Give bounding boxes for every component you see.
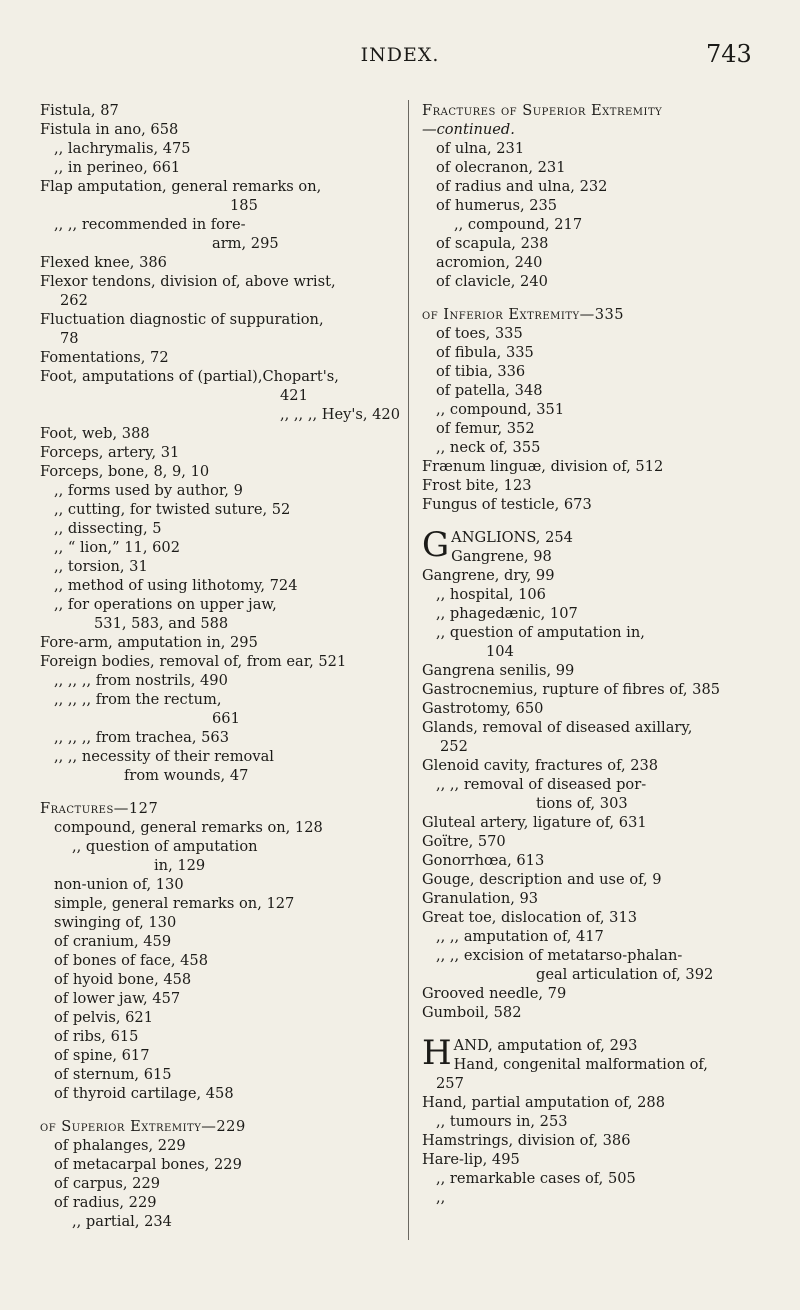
entry-text: ,, partial, 234 [72, 1213, 172, 1230]
entry-text: Gonorrhœa, 613 [422, 852, 545, 869]
entry-text: ,, method of using lithotomy, 724 [54, 577, 298, 594]
entry-text: ,, phagedænic, 107 [436, 605, 578, 622]
page-number: 743 [706, 40, 752, 68]
index-entry [422, 832, 777, 851]
index-entry [422, 362, 777, 381]
index-entry [40, 500, 400, 519]
index-entry [40, 519, 400, 538]
entry-text: of pelvis, 621 [54, 1009, 154, 1026]
index-entry [422, 680, 777, 699]
index-entry [40, 652, 400, 671]
entry-text: Glenoid cavity, fractures of, 238 [422, 757, 659, 774]
column-divider [408, 100, 409, 1240]
index-entry [40, 1065, 400, 1084]
index-entry [422, 718, 777, 756]
entry-continuation: 257 [436, 1075, 464, 1092]
index-entry [422, 547, 777, 566]
index-entry [422, 984, 777, 1003]
entry-text: of ribs, 615 [54, 1028, 139, 1045]
entry-text: Granulation, 93 [422, 890, 539, 907]
index-entry [40, 818, 400, 837]
index-entry [40, 367, 400, 405]
index-entry [40, 837, 400, 875]
entry-text: acromion, 240 [436, 254, 543, 271]
index-entry [40, 875, 400, 894]
index-entry [422, 438, 777, 457]
entry-text: of carpus, 229 [54, 1175, 161, 1192]
index-entry [422, 400, 777, 419]
index-entry [40, 747, 400, 785]
left-column [40, 101, 400, 1231]
entry-continuation: 262 [60, 292, 88, 309]
index-entry [422, 585, 777, 604]
page-title: INDEX. [360, 44, 440, 66]
index-entry [422, 272, 777, 291]
entry-text: ,, [436, 1189, 446, 1206]
entry-text: ,, question of amputation [72, 838, 258, 855]
index-entry [40, 310, 400, 348]
entry-text: ,, ,, ,, from nostrils, 490 [54, 672, 228, 689]
index-entry [40, 1027, 400, 1046]
entry-text: Gangrena senilis, 99 [422, 662, 575, 679]
entry-text: ,, ,, ,, Hey's, 420 [280, 406, 400, 423]
entry-text: Hare-lip, 495 [422, 1151, 520, 1168]
entry-text: of thyroid cartilage, 458 [54, 1085, 234, 1102]
index-entry [422, 604, 777, 623]
entry-text: ,, ,, removal of diseased por- [436, 776, 647, 793]
entry-text: of metacarpal bones, 229 [54, 1156, 242, 1173]
section-gap [40, 1103, 400, 1117]
entry-text: of sternum, 615 [54, 1066, 172, 1083]
entry-continuation: tions of, 303 [536, 795, 628, 812]
entry-text: ,, remarkable cases of, 505 [436, 1170, 636, 1187]
index-entry [422, 623, 777, 661]
index-entry [40, 1117, 400, 1136]
entry-text: Fungus of testicle, 673 [422, 496, 592, 513]
index-entry [422, 139, 777, 158]
entry-continuation: 421 [280, 387, 308, 404]
index-entry [40, 1193, 400, 1212]
entry-text: of scapula, 238 [436, 235, 549, 252]
entry-text: Flap amputation, general remarks on, [40, 178, 322, 195]
entry-text: Foot, web, 388 [40, 425, 150, 442]
index-entry [40, 970, 400, 989]
index-entry [422, 101, 777, 120]
entry-text: ,, compound, 351 [436, 401, 565, 418]
entry-text: simple, general remarks on, 127 [54, 895, 295, 912]
entry-text: of fibula, 335 [436, 344, 534, 361]
section-gap [422, 514, 777, 528]
index-entry [40, 1155, 400, 1174]
entry-text: ,, question of amputation in, [436, 624, 645, 641]
entry-continuation: 252 [440, 738, 468, 755]
entry-text: of bones of face, 458 [54, 952, 208, 969]
index-entry [422, 566, 777, 585]
entry-text: ,, lachrymalis, 475 [54, 140, 191, 157]
index-entry [40, 989, 400, 1008]
index-entry [40, 120, 400, 139]
section-gap [422, 1022, 777, 1036]
entry-text: Foot, amputations of (partial),Chopart's, [40, 368, 339, 385]
entry-text: ,, ,, necessity of their removal [54, 748, 274, 765]
entry-text: Hand, congenital malformation of, [453, 1056, 708, 1073]
entry-text: ANGLIONS, 254 [451, 529, 573, 546]
index-entry [40, 894, 400, 913]
index-entry [422, 234, 777, 253]
index-entry [422, 756, 777, 775]
entry-text: ,, cutting, for twisted suture, 52 [54, 501, 291, 518]
index-entry [422, 177, 777, 196]
entry-text: Gangrene, dry, 99 [422, 567, 555, 584]
index-entry [422, 343, 777, 362]
index-entry [40, 158, 400, 177]
index-entry [422, 927, 777, 946]
drop-capital: G [422, 525, 450, 565]
index-entry [422, 1150, 777, 1169]
entry-text: Hand, partial amputation of, 288 [422, 1094, 666, 1111]
entry-text: Forceps, artery, 31 [40, 444, 180, 461]
index-entry [422, 889, 777, 908]
index-entry [40, 538, 400, 557]
index-entry [422, 1055, 777, 1093]
entry-text: ,, compound, 217 [454, 216, 583, 233]
entry-text: ,, ,, ,, from trachea, 563 [54, 729, 229, 746]
entry-text: ,, dissecting, 5 [54, 520, 162, 537]
entry-text: Frænum linguæ, division of, 512 [422, 458, 664, 475]
index-entry [40, 1008, 400, 1027]
entry-text: of lower jaw, 457 [54, 990, 181, 1007]
index-entry [422, 196, 777, 215]
index-entry [422, 419, 777, 438]
index-entry [422, 158, 777, 177]
entry-text: of Inferior Extremity—335 [422, 306, 625, 323]
index-entry [40, 1212, 400, 1231]
entry-text: Gluteal artery, ligature of, 631 [422, 814, 647, 831]
section-gap [422, 291, 777, 305]
section-gap [40, 785, 400, 799]
entry-text: —continued. [422, 121, 515, 138]
entry-text: Fistula in ano, 658 [40, 121, 179, 138]
entry-text: of cranium, 459 [54, 933, 172, 950]
index-entry [422, 661, 777, 680]
index-entry [40, 799, 400, 818]
entry-text: ,, hospital, 106 [436, 586, 546, 603]
index-entry [40, 348, 400, 367]
index-entry [40, 1084, 400, 1103]
entry-text: Frost bite, 123 [422, 477, 532, 494]
index-entry [40, 215, 400, 253]
entry-continuation: geal articulation of, 392 [536, 966, 714, 983]
entry-text: of toes, 335 [436, 325, 523, 342]
index-entry [40, 690, 400, 728]
entry-continuation: 531, 583, and 588 [94, 615, 229, 632]
entry-text: Glands, removal of diseased axillary, [422, 719, 693, 736]
index-entry [422, 457, 777, 476]
index-entry [422, 1112, 777, 1131]
index-entry [422, 324, 777, 343]
entry-text: Fore-arm, amputation in, 295 [40, 634, 258, 651]
entry-text: ,, ,, recommended in fore- [54, 216, 246, 233]
index-entry [422, 495, 777, 514]
entry-text: Goïtre, 570 [422, 833, 506, 850]
index-entry [40, 253, 400, 272]
right-column [422, 101, 777, 1207]
index-entry [422, 1093, 777, 1112]
index-entry [40, 139, 400, 158]
entry-text: of femur, 352 [436, 420, 535, 437]
entry-text: ,, neck of, 355 [436, 439, 541, 456]
entry-text: Gastrocnemius, rupture of fibres of, 385 [422, 681, 721, 698]
entry-text: Hamstrings, division of, 386 [422, 1132, 631, 1149]
index-entry [422, 775, 777, 813]
index-entry [40, 951, 400, 970]
entry-text: of phalanges, 229 [54, 1137, 186, 1154]
index-entry [422, 1169, 777, 1188]
index-entry [422, 908, 777, 927]
entry-text: of clavicle, 240 [436, 273, 548, 290]
entry-text: Fluctuation diagnostic of suppuration, [40, 311, 324, 328]
entry-text: of spine, 617 [54, 1047, 150, 1064]
index-entry [40, 462, 400, 481]
entry-continuation: arm, 295 [212, 235, 279, 252]
entry-text: Gangrene, 98 [451, 548, 552, 565]
entry-text: ,, in perineo, 661 [54, 159, 181, 176]
entry-text: ,, forms used by author, 9 [54, 482, 243, 499]
entry-text: of humerus, 235 [436, 197, 558, 214]
entry-text: non-union of, 130 [54, 876, 184, 893]
index-entry [40, 576, 400, 595]
entry-continuation: in, 129 [154, 857, 206, 874]
entry-text: of ulna, 231 [436, 140, 525, 157]
index-entry [40, 177, 400, 215]
index-entry [422, 851, 777, 870]
index-entry [422, 813, 777, 832]
index-entry [40, 671, 400, 690]
entry-continuation: from wounds, 47 [124, 767, 249, 784]
entry-text: ,, torsion, 31 [54, 558, 148, 575]
index-entry [422, 870, 777, 889]
entry-continuation: 185 [230, 197, 258, 214]
entry-text: swinging of, 130 [54, 914, 177, 931]
entry-text: AND, amputation of, 293 [453, 1037, 638, 1054]
entry-text: ,, ,, amputation of, 417 [436, 928, 604, 945]
entry-text: of radius and ulna, 232 [436, 178, 608, 195]
index-entry [422, 1131, 777, 1150]
entry-text: ,, ,, ,, from the rectum, [54, 691, 222, 708]
entry-text: of radius, 229 [54, 1194, 157, 1211]
index-entry [422, 381, 777, 400]
index-entry [40, 101, 400, 120]
index-entry [422, 476, 777, 495]
entry-text: ,, for operations on upper jaw, [54, 596, 277, 613]
entry-text: Gouge, description and use of, 9 [422, 871, 662, 888]
index-entry [422, 1003, 777, 1022]
index-entry [40, 1174, 400, 1193]
index-entry [40, 481, 400, 500]
index-entry [40, 1136, 400, 1155]
index-entry [422, 120, 777, 139]
entry-text: Fractures—127 [40, 800, 159, 817]
entry-text: Gastrotomy, 650 [422, 700, 544, 717]
entry-text: Fomentations, 72 [40, 349, 169, 366]
entry-text: ,, tumours in, 253 [436, 1113, 568, 1130]
index-entry [422, 305, 777, 324]
entry-text: Fistula, 87 [40, 102, 119, 119]
index-entry [40, 424, 400, 443]
entry-text: of hyoid bone, 458 [54, 971, 192, 988]
index-entry [422, 253, 777, 272]
index-entry [422, 699, 777, 718]
index-entry [40, 913, 400, 932]
index-entry [40, 595, 400, 633]
index-entry [40, 932, 400, 951]
index-entry [422, 215, 777, 234]
entry-continuation: 78 [60, 330, 79, 347]
entry-text: ,, ,, excision of metatarso-phalan- [436, 947, 683, 964]
index-entry [422, 1188, 777, 1207]
entry-text: Great toe, dislocation of, 313 [422, 909, 638, 926]
entry-continuation: 104 [486, 643, 514, 660]
index-entry [40, 405, 400, 424]
entry-text: compound, general remarks on, 128 [54, 819, 323, 836]
entry-text: of Superior Extremity—229 [40, 1118, 246, 1135]
entry-text: Gumboil, 582 [422, 1004, 522, 1021]
entry-text: of olecranon, 231 [436, 159, 566, 176]
index-entry [40, 1046, 400, 1065]
entry-text: Fractures of Superior Extremity [422, 102, 663, 119]
entry-text: Forceps, bone, 8, 9, 10 [40, 463, 210, 480]
entry-text: Grooved needle, 79 [422, 985, 567, 1002]
entry-text: ,, “ lion,” 11, 602 [54, 539, 180, 556]
entry-text: of tibia, 336 [436, 363, 526, 380]
drop-capital: H [422, 1033, 452, 1073]
index-entry [40, 633, 400, 652]
entry-text: of patella, 348 [436, 382, 543, 399]
index-entry [40, 443, 400, 462]
index-entry [40, 557, 400, 576]
entry-continuation: 661 [212, 710, 240, 727]
index-entry [40, 728, 400, 747]
entry-text: Flexor tendons, division of, above wrist, [40, 273, 336, 290]
index-entry [40, 272, 400, 310]
entry-text: Flexed knee, 386 [40, 254, 167, 271]
index-entry [422, 946, 777, 984]
entry-text: Foreign bodies, removal of, from ear, 521 [40, 653, 347, 670]
